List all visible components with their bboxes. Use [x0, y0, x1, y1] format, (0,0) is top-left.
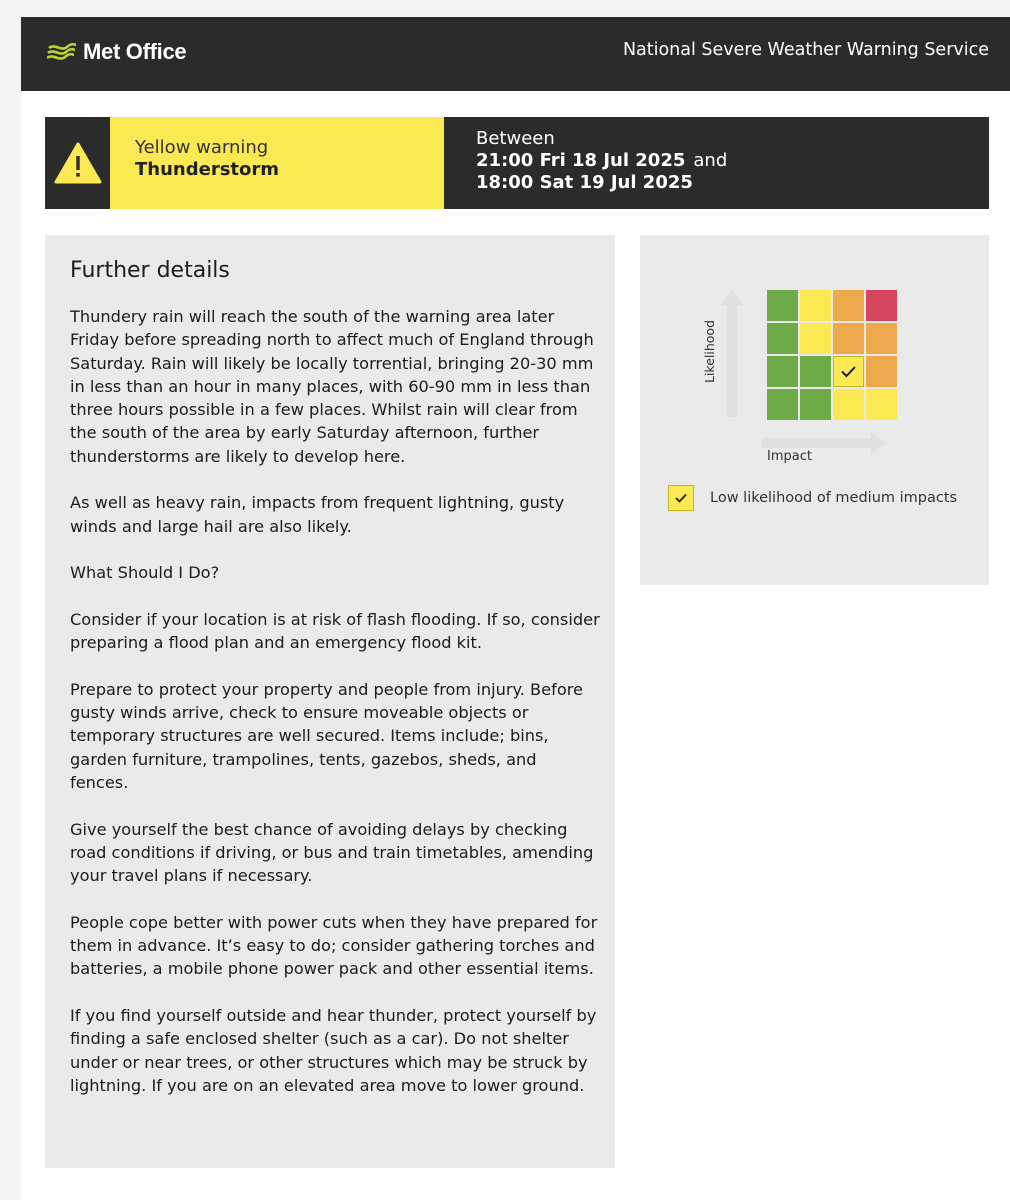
matrix-cell-selected [833, 356, 864, 387]
likelihood-arrow-icon [721, 290, 743, 417]
start-time: 21:00 Fri 18 Jul 2025 [476, 150, 686, 171]
matrix-legend [668, 485, 957, 511]
details-body [70, 305, 600, 1120]
details-paragraph: Thundery rain will reach the south of the warning area later Friday before spreading north to affect much of England through Saturday. Rain will likely be locally torrential, bringing 20-30 mm in less than an hour in many places, with 60-90 mm in less than three hours possible in a few places. Whilst rain will clear from the south of the area by early Saturday afternoon, further thunderstorms are likely to develop here. [70, 307, 594, 466]
warning-level-box [110, 117, 444, 209]
matrix-cell [866, 356, 897, 387]
matrix-cell [800, 323, 831, 354]
details-title: Further details [70, 258, 230, 283]
warning-type: Thunderstorm [135, 159, 280, 180]
further-details-panel [45, 235, 615, 1168]
matrix-cell [767, 356, 798, 387]
risk-matrix-panel [640, 235, 989, 585]
matrix-cell [866, 290, 897, 321]
matrix-cell [866, 323, 897, 354]
details-subheading: What Should I Do? [70, 563, 220, 583]
met-office-logo[interactable] [47, 39, 186, 65]
matrix-cell [800, 290, 831, 321]
matrix-cell [767, 323, 798, 354]
service-title: National Severe Weather Warning Service [622, 40, 989, 60]
end-time: 18:00 Sat 19 Jul 2025 [476, 172, 693, 193]
legend-swatch [668, 485, 694, 511]
warning-validity [476, 128, 727, 194]
met-office-wave-icon [47, 43, 77, 61]
matrix-cell [767, 389, 798, 420]
warning-level: Yellow warning [135, 137, 269, 158]
matrix-cell [800, 389, 831, 420]
matrix-cell [833, 389, 864, 420]
details-paragraph: If you find yourself outside and hear thunder, protect yourself by finding a safe enclosed shelter (such as a car). Do not shelter under or near trees, or other structures which may be struck by lightning. If you are on an elevated area move to lower ground. [70, 1005, 597, 1095]
warning-triangle-icon [53, 141, 103, 185]
details-paragraph: Consider if your location is at risk of flash flooding. If so, consider preparing a flood plan and an emergency flood kit. [70, 609, 600, 653]
warning-page [21, 17, 1010, 1200]
check-icon [833, 356, 864, 387]
and-label: and [693, 150, 728, 171]
check-icon [674, 492, 688, 504]
details-paragraph: Give yourself the best chance of avoiding delays by checking road conditions if driving, or bus and train timetables, amending your travel plans if necessary. [70, 819, 594, 886]
matrix-cell [833, 323, 864, 354]
legend-label: Low likelihood of medium impacts [710, 490, 958, 506]
logo-text: Met Office [83, 39, 187, 64]
impact-axis-label: Impact [767, 449, 812, 464]
banner-icon-cell [45, 117, 110, 209]
risk-matrix-axes [640, 235, 989, 475]
details-paragraph: As well as heavy rain, impacts from frequent lightning, gusty winds and large hail are also likely. [70, 493, 565, 536]
matrix-cell [800, 356, 831, 387]
matrix-cell [767, 290, 798, 321]
matrix-cell [866, 389, 897, 420]
matrix-cell [833, 290, 864, 321]
warning-banner [45, 117, 989, 209]
site-header [21, 17, 1010, 91]
details-paragraph: Prepare to protect your property and people from injury. Before gusty winds arrive, check to ensure moveable objects or temporary structures are well secured. Items include; bins, garden furniture, trampolines, tents, gazebos, sheds, and fences. [70, 679, 583, 792]
details-paragraph: People cope better with power cuts when they have prepared for them in advance. It’s easy to do; consider gathering torches and batteries, a mobile phone power pack and other essential items. [70, 912, 598, 979]
likelihood-axis-label: Likelihood [702, 319, 717, 383]
between-label: Between [476, 128, 555, 149]
